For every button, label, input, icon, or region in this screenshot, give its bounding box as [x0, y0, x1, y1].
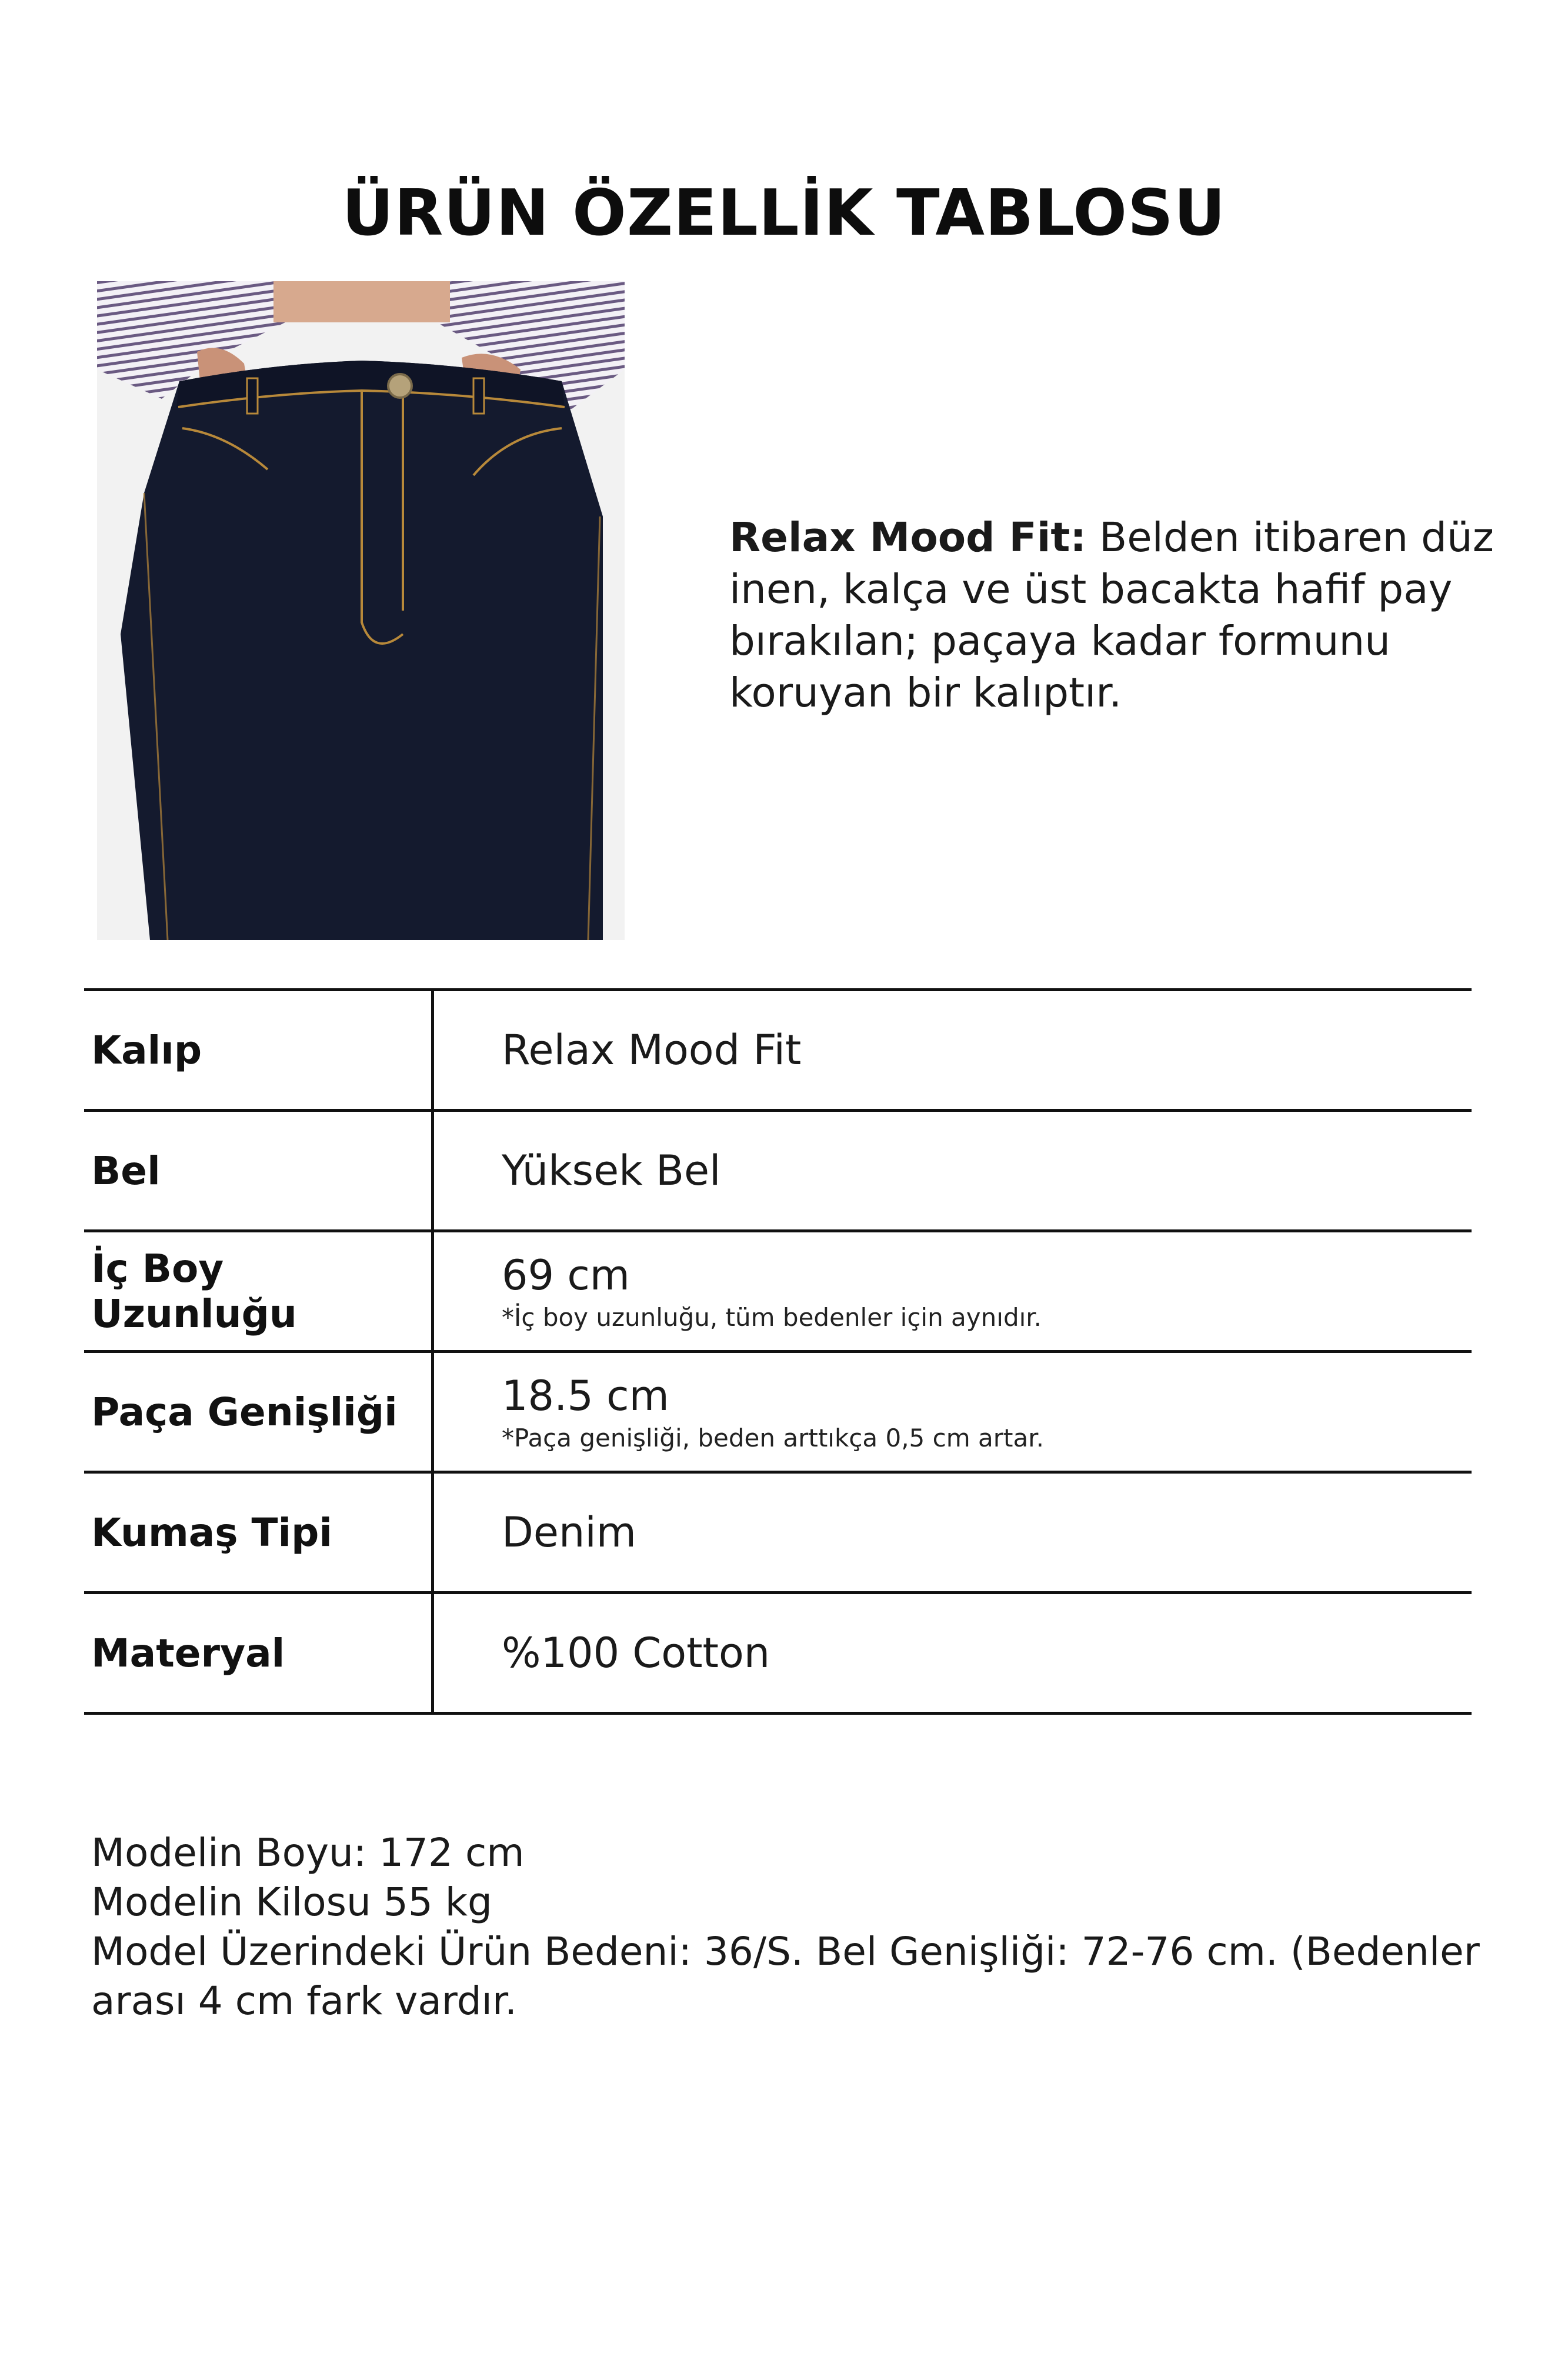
- table-row: [84, 1594, 1472, 1715]
- product-photo: [97, 281, 625, 940]
- spec-value-cell: [434, 1353, 1472, 1471]
- spec-value-cell: [434, 1594, 1472, 1712]
- spec-label: Materyal: [84, 1594, 434, 1712]
- spec-value: 69 cm: [502, 1251, 630, 1299]
- model-height: Modelin Boyu: 172 cm: [91, 1830, 525, 1875]
- fit-description-lead: Relax Mood Fit:: [729, 514, 1086, 561]
- spec-value-cell: [434, 1474, 1472, 1591]
- spec-note: *İç boy uzunluğu, tüm bedenler için aynıdır.: [502, 1302, 1042, 1332]
- spec-table: [84, 988, 1472, 1715]
- spec-value-cell: [434, 1232, 1472, 1350]
- table-row: [84, 1353, 1472, 1474]
- denim-jeans-photo: [97, 281, 625, 940]
- model-size: Model Üzerindeki Ürün Bedeni: 36/S. Bel Genişliği: 72-76 cm. (Bedenler arası 4 cm fark vardır.: [91, 1929, 1480, 2024]
- spec-note: *Paça genişliği, beden arttıkça 0,5 cm artar.: [502, 1423, 1044, 1452]
- spec-label: Paça Genişliği: [84, 1353, 434, 1471]
- spec-label: İç Boy Uzunluğu: [84, 1232, 434, 1350]
- page-title: ÜRÜN ÖZELLİK TABLOSU: [342, 176, 1226, 250]
- table-row: [84, 1112, 1472, 1232]
- spec-value: Relax Mood Fit: [502, 1026, 802, 1074]
- fit-description-text: Belden itibaren düz inen, kalça ve üst bacakta hafif pay bırakılan; paçaya kadar formunu koruyan bir kalıptır.: [729, 514, 1494, 716]
- spec-value-cell: [434, 991, 1472, 1109]
- spec-value: Denim: [502, 1508, 636, 1557]
- spec-value: %100 Cotton: [502, 1629, 770, 1677]
- spec-value-cell: [434, 1112, 1472, 1229]
- spec-label: Bel: [84, 1112, 434, 1229]
- spec-value: 18.5 cm: [502, 1371, 669, 1420]
- spec-label: Kalıp: [84, 991, 434, 1109]
- table-row: [84, 1232, 1472, 1353]
- spec-value: Yüksek Bel: [502, 1146, 721, 1195]
- model-info: [91, 1828, 1491, 2026]
- table-row: [84, 1474, 1472, 1594]
- model-weight: Modelin Kilosu 55 kg: [91, 1879, 492, 1925]
- spec-label: Kumaş Tipi: [84, 1474, 434, 1591]
- fit-description: [729, 512, 1494, 719]
- table-row: [84, 991, 1472, 1112]
